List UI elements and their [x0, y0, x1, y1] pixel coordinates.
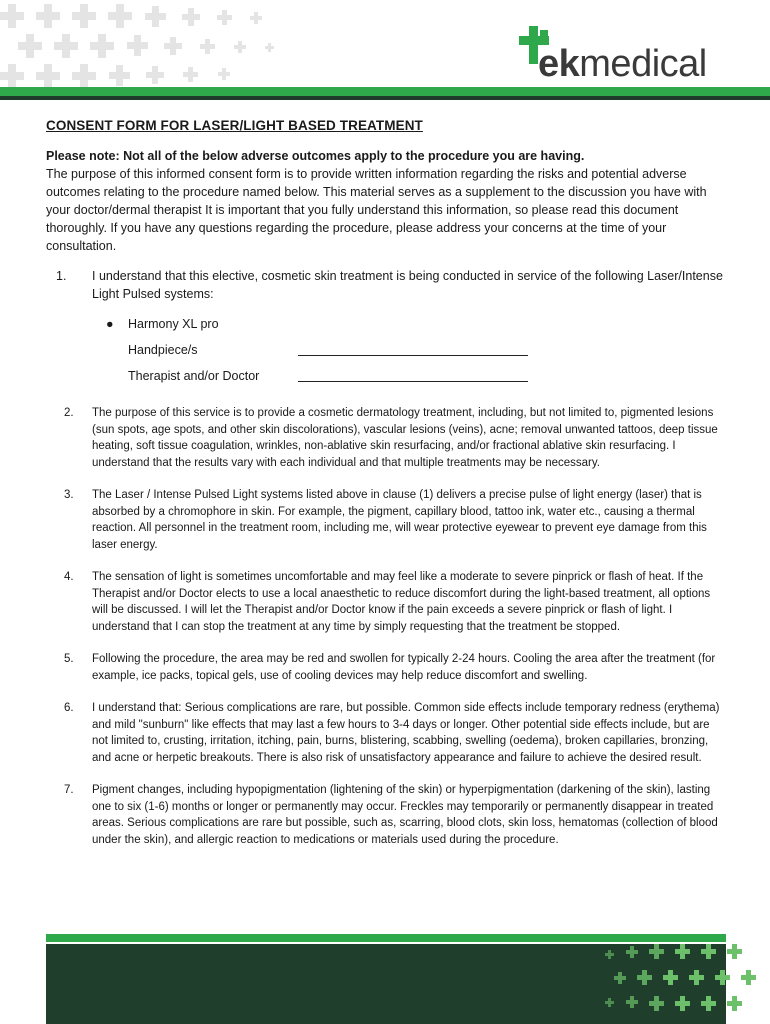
document-note: Please note: Not all of the below adverse outcomes apply to the procedure you are having. — [46, 149, 585, 163]
clause-number: 1. — [56, 269, 67, 283]
clause-text: I understand that: Serious complications are rare, but possible. Common side effects include temporary redness (erythema) and mild "sunburn" like effects that may last a few hours to 3-4 days or longer. Other potential side effects include, but are not limited to, crusting, irritation, itching, pain, burns, blistering, scabbing, swelling (oedema), broken capillaries, bronzing, and acne or herpetic breakouts. There is also risk of unsatisfactory appearance and failure to achieve the desired result. — [92, 702, 720, 764]
clause-text: The purpose of this service is to provide a cosmetic dermatology treatment, including, but not limited to, pigmented lesions (sun spots, age spots, and other skin discolorations), vascular lesions (veins), acne; removal unwanted tattoos, deep tissue heating, soft tissue coagulation, wrinkles, non-ablative skin resurfacing, and/or fractional ablative skin resurfacing. I understand that the results vary with each individual and that multiple treatments may be necessary. — [92, 407, 718, 469]
clause-number: 6. — [64, 702, 74, 714]
clause-text: Following the procedure, the area may be red and swollen for typically 2-24 hours. Cooling the area after the treatment (for example, ice packs, topical gels, use of cooling devices may help reduce discomfort and swelling. — [92, 653, 716, 682]
therapist-field-row — [128, 363, 726, 389]
clause-number: 4. — [64, 571, 74, 583]
bullet-icon: ● — [106, 317, 114, 331]
clause-6 — [46, 700, 726, 766]
handpiece-field-row — [128, 337, 726, 363]
clause-number: 3. — [64, 489, 74, 501]
system-name: Harmony XL pro — [128, 317, 219, 331]
clause-number: 5. — [64, 653, 74, 665]
therapist-field[interactable] — [298, 381, 528, 382]
clause-4 — [46, 569, 726, 635]
logo-brand-light: medical — [579, 43, 707, 85]
document-body — [46, 118, 726, 848]
logo-wordmark — [538, 44, 707, 84]
clause-number: 7. — [64, 784, 74, 796]
page-footer — [0, 934, 770, 1024]
therapist-label: Therapist and/or Doctor — [128, 369, 260, 383]
clause-7 — [46, 782, 726, 848]
header-dark-bar — [0, 96, 770, 100]
document-intro: The purpose of this informed consent form is to provide written information regarding the risks and potential adverse outcomes relating to the procedure named below. This material serves as a supplement to the discussion you have with your doctor/dermal therapist It is important that you fully understand this information, so please read this document thoroughly. If you have any questions regarding the procedure, please address your concerns at the time of your consultation. — [46, 167, 707, 253]
handpiece-label: Handpiece/s — [128, 343, 198, 357]
list-item — [106, 311, 726, 337]
clause-2 — [46, 405, 726, 471]
clause-number: 2. — [64, 407, 74, 419]
cross-pattern-decoration — [0, 0, 340, 92]
clause-text: The sensation of light is sometimes uncomfortable and may feel like a moderate to severe pinprick or flash of heat. If the Therapist and/or Doctor elects to use a local anaesthetic to reduce discomfort during the light-based treatment, all options will be discussed. I will let the Therapist and/or Doctor know if the pain exceeds a severe pinprick or flash of light. I understand that I can stop the treatment at any time by simply requesting that the treatment be stopped. — [92, 571, 711, 633]
clause-text: The Laser / Intense Pulsed Light systems listed above in clause (1) delivers a precise pulse of light energy (laser) that is absorbed by a chromophore in skin. For example, the pigment, capillary blood, tattoo ink, water etc., causing a thermal reaction. All personnel in the treatment room, including me, will wear protective eyewear to prevent eye damage from this laser energy. — [92, 489, 707, 551]
clause-1 — [46, 267, 726, 389]
page-header — [0, 0, 770, 100]
clause-5 — [46, 651, 726, 684]
clause-text: Pigment changes, including hypopigmentation (lightening of the skin) or hyperpigmentation (darkening of the skin), lasting one to six (1-6) months or longer or permanently may occur. Freckles may temporarily or permanently disappear in treated areas. Serious complications are rare but possible, such as, scarring, blood clots, skin loss, hematomas (collection of blood under the skin), and allergic reaction to medications or materials used during the procedure. — [92, 784, 718, 846]
document-title: CONSENT FORM FOR LASER/LIGHT BASED TREATMENT — [46, 118, 423, 133]
handpiece-field[interactable] — [298, 355, 528, 356]
clause-text: I understand that this elective, cosmetic skin treatment is being conducted in service of the following Laser/Intense Light Pulsed systems: — [92, 269, 723, 301]
clause-3 — [46, 487, 726, 553]
footer-cross-pattern-decoration — [596, 934, 770, 1024]
system-list — [92, 311, 726, 389]
logo-brand-bold: ek — [538, 43, 580, 85]
